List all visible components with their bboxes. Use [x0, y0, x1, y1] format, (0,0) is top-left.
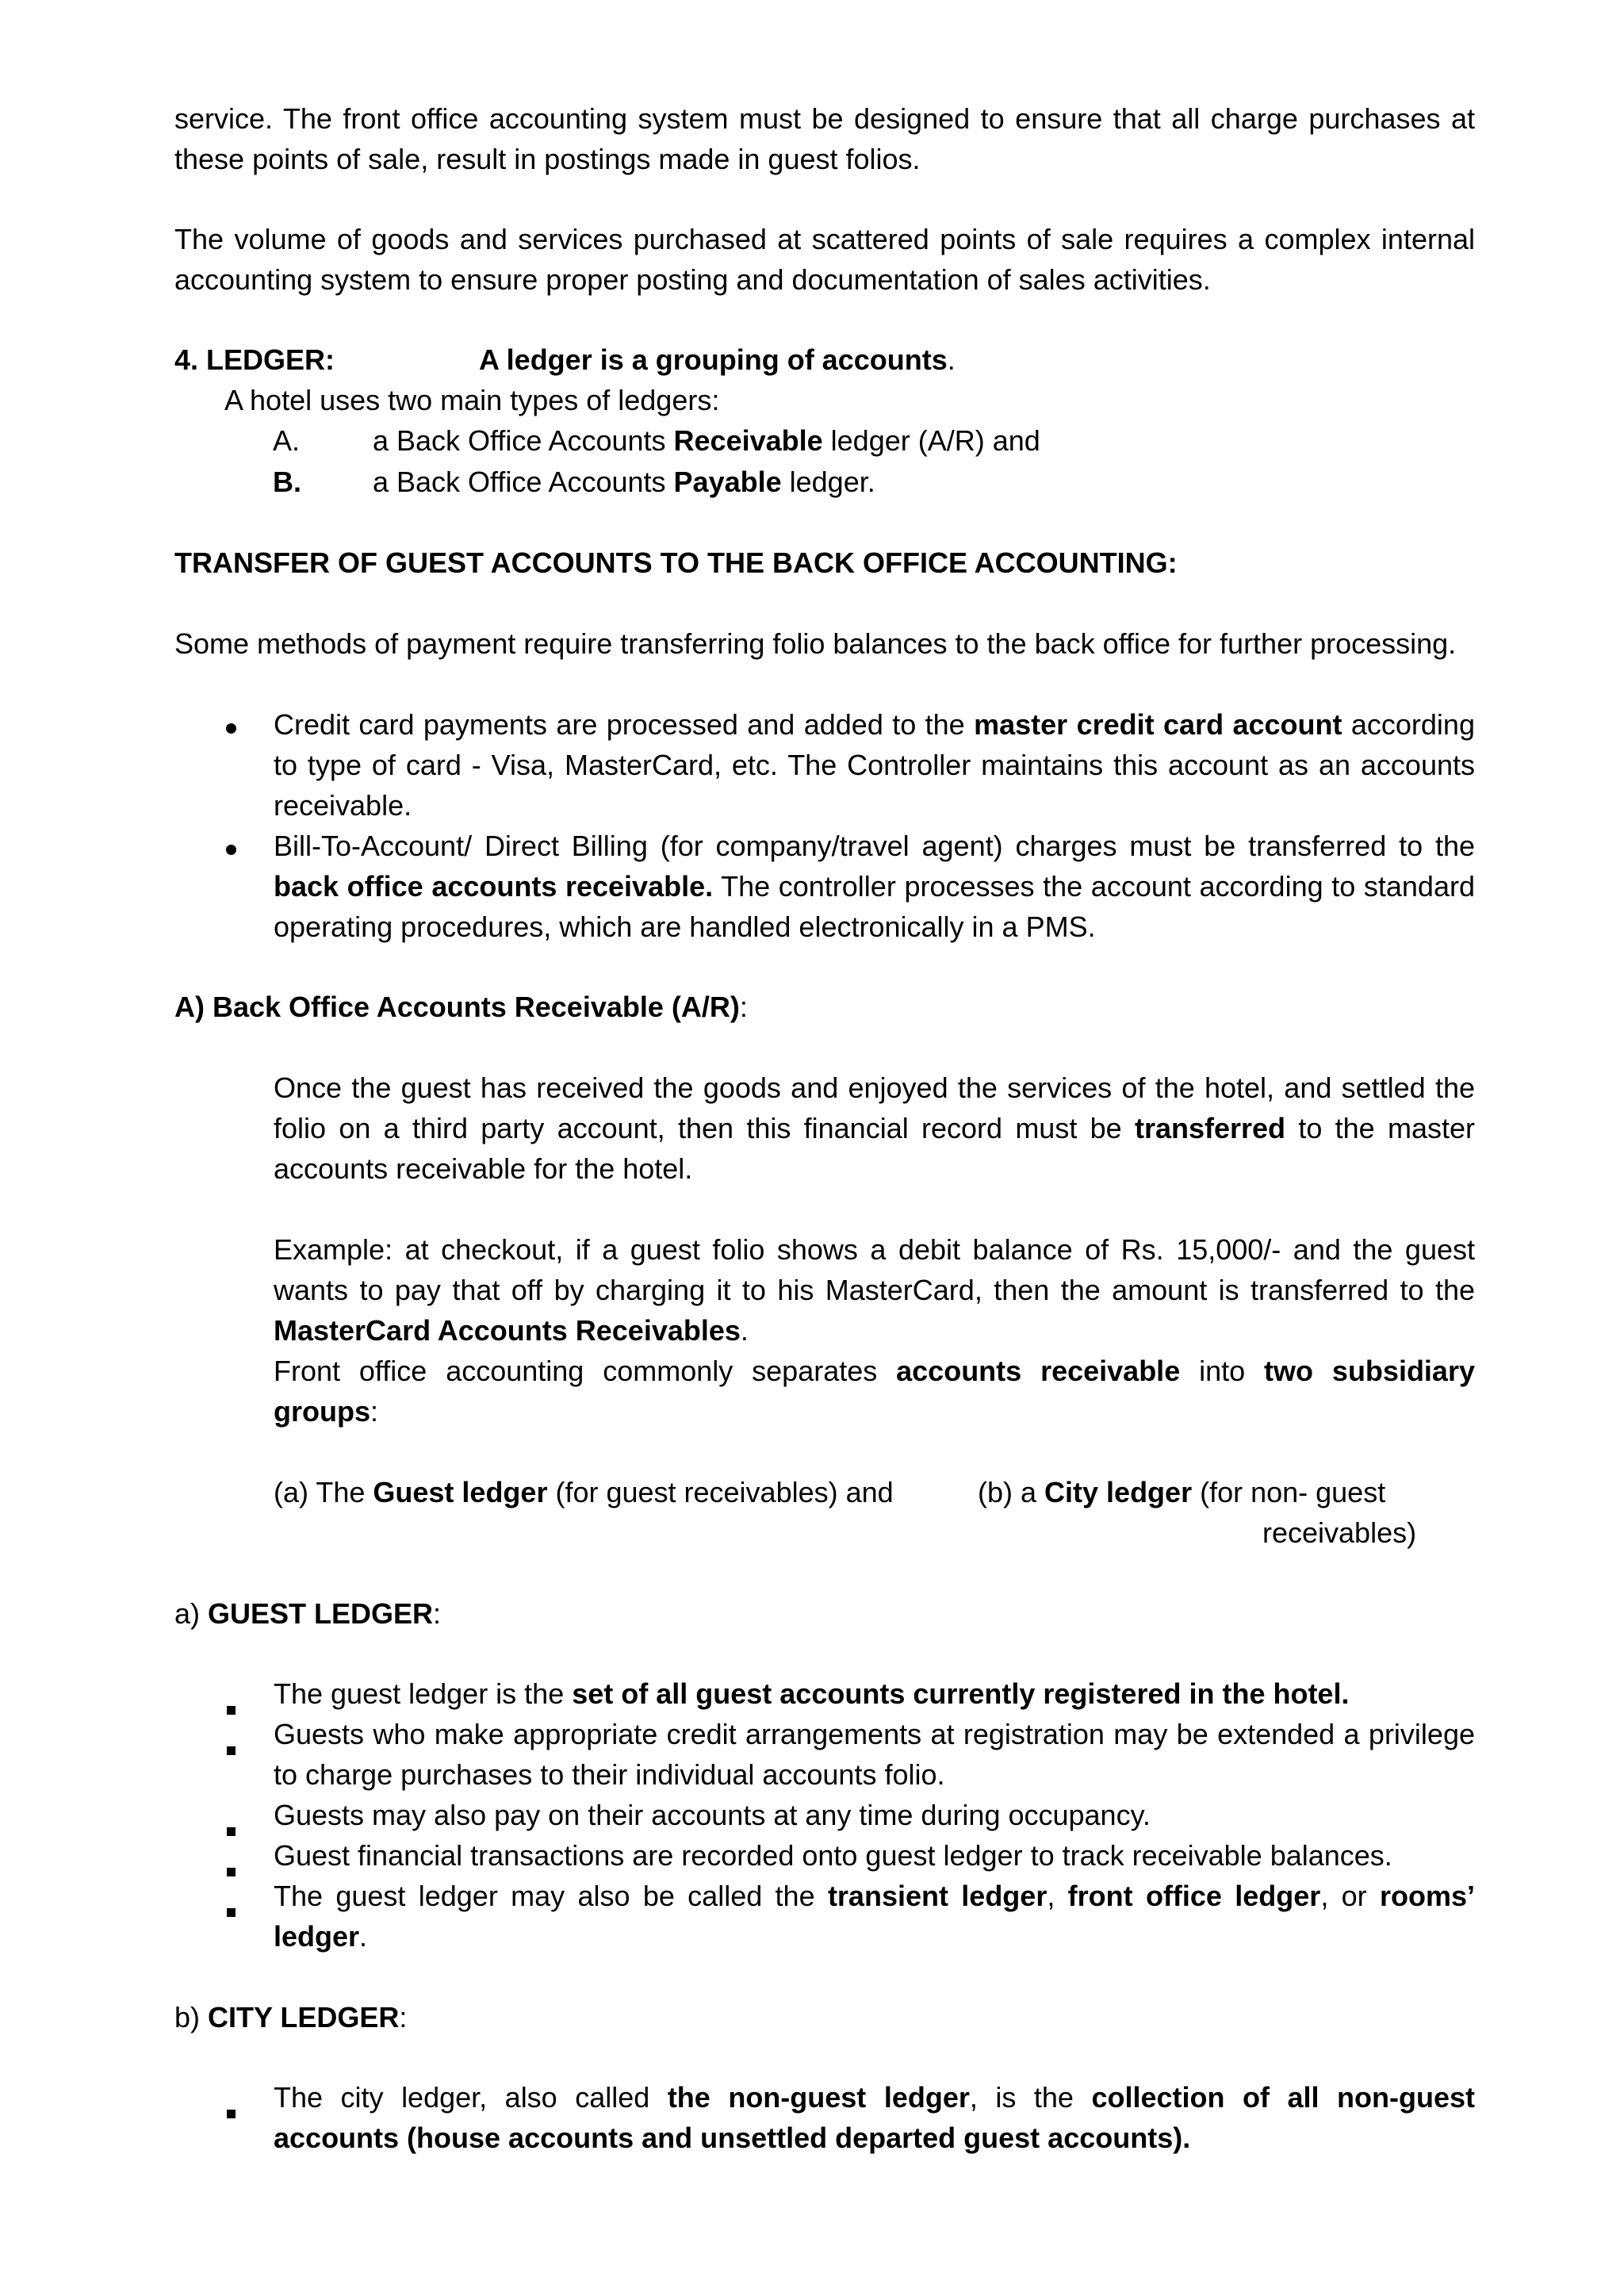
bullet-square-icon	[227, 1846, 236, 1887]
ledger-type-a: a Back Office Accounts Receivable ledger (A/R) and	[373, 424, 1040, 457]
ledger-types-intro: A hotel uses two main types of ledgers:	[224, 384, 720, 416]
bullet-dot-icon	[226, 825, 236, 865]
ar-group-city-ledger: (b) a City ledger (for non- guest	[978, 1476, 1386, 1508]
ledger-heading-text: 4. LEDGER:	[174, 343, 335, 376]
bullet-square-icon	[227, 1806, 236, 1846]
ar-group-guest-ledger: (a) The Guest ledger (for guest receivables) and	[274, 1476, 894, 1508]
transfer-bullet-1: Credit card payments are processed and added to the master credit card account according to type of card - Visa, MasterCard, etc. The Controller maintains this account as an accounts receivable.	[274, 708, 1475, 822]
bullet-dot-icon	[226, 703, 236, 744]
bullet-square-icon	[227, 1725, 236, 1765]
intro-paragraph-2	[174, 219, 1475, 300]
city-ledger-heading: b) CITY LEDGER:	[174, 2001, 408, 2033]
ledger-definition: A ledger is a grouping of accounts.	[479, 343, 956, 376]
ledger-type-b: a Back Office Accounts Payable ledger.	[373, 466, 875, 498]
ledger-definition-text: A ledger is a grouping of accounts	[479, 343, 948, 376]
guest-ledger-bullet-5: The guest ledger may also be called the transient ledger, front office ledger, or rooms’ ledger.	[274, 1880, 1475, 1953]
ar-paragraph-2: Example: at checkout, if a guest folio shows a debit balance of Rs. 15,000/- and the guest wants to pay that off by charging it to his MasterCard, then the amount is transferred to the MasterCard Accounts Receivables.	[274, 1233, 1475, 1347]
transfer-heading: TRANSFER OF GUEST ACCOUNTS TO THE BACK OFFICE ACCOUNTING:	[174, 546, 1178, 579]
guest-ledger-bullet-1: The guest ledger is the set of all guest accounts currently registered in the hotel.	[274, 1677, 1350, 1710]
guest-ledger-bullet-4: Guest financial transactions are recorded onto guest ledger to track receivable balances.	[274, 1839, 1392, 1872]
ar-paragraph-1: Once the guest has received the goods and enjoyed the services of the hotel, and settled the folio on a third party account, then this financial record must be transferred to the master accounts receivable for the hotel.	[274, 1071, 1475, 1185]
intro-paragraph-1	[174, 98, 1475, 179]
ledger-type-marker-a: A.	[273, 424, 301, 457]
intro-paragraph-1-text: service. The front office accounting system must be designed to ensure that all charge purchases at these points of sale, result in postings made in guest folios.	[174, 102, 1475, 175]
ar-heading: A) Back Office Accounts Receivable (A/R):	[174, 991, 748, 1023]
ledger-type-marker-b: B.	[273, 466, 301, 498]
guest-ledger-bullet-2: Guests who make appropriate credit arrangements at registration may be extended a privilege to charge purchases to their individual accounts folio.	[274, 1718, 1475, 1791]
ar-paragraph-3: Front office accounting commonly separates accounts receivable into two subsidiary groups:	[274, 1355, 1475, 1428]
intro-paragraph-2-text: The volume of goods and services purchased at scattered points of sale requires a complex internal accounting system to ensure proper posting and documentation of sales activities.	[174, 223, 1475, 296]
ledger-heading	[174, 339, 335, 380]
bullet-square-icon	[227, 1685, 236, 1725]
bullet-square-icon	[227, 2088, 236, 2129]
transfer-bullet-2: Bill-To-Account/ Direct Billing (for company/travel agent) charges must be transferred to the back office accounts receivable. The controller processes the account according to standard operating procedures, which are handled electronically in a PMS.	[274, 830, 1475, 943]
transfer-intro: Some methods of payment require transferring folio balances to the back office for further processing.	[174, 627, 1457, 660]
bullet-square-icon	[227, 1887, 236, 1927]
city-ledger-bullet-1: The city ledger, also called the non-guest ledger, is the collection of all non-guest accounts (house accounts and unsettled departed guest accounts).	[274, 2081, 1476, 2154]
guest-ledger-bullet-3: Guests may also pay on their accounts at any time during occupancy.	[274, 1799, 1151, 1831]
guest-ledger-heading: a) GUEST LEDGER:	[174, 1597, 442, 1630]
ar-group-city-ledger-cont: receivables)	[1262, 1516, 1417, 1549]
